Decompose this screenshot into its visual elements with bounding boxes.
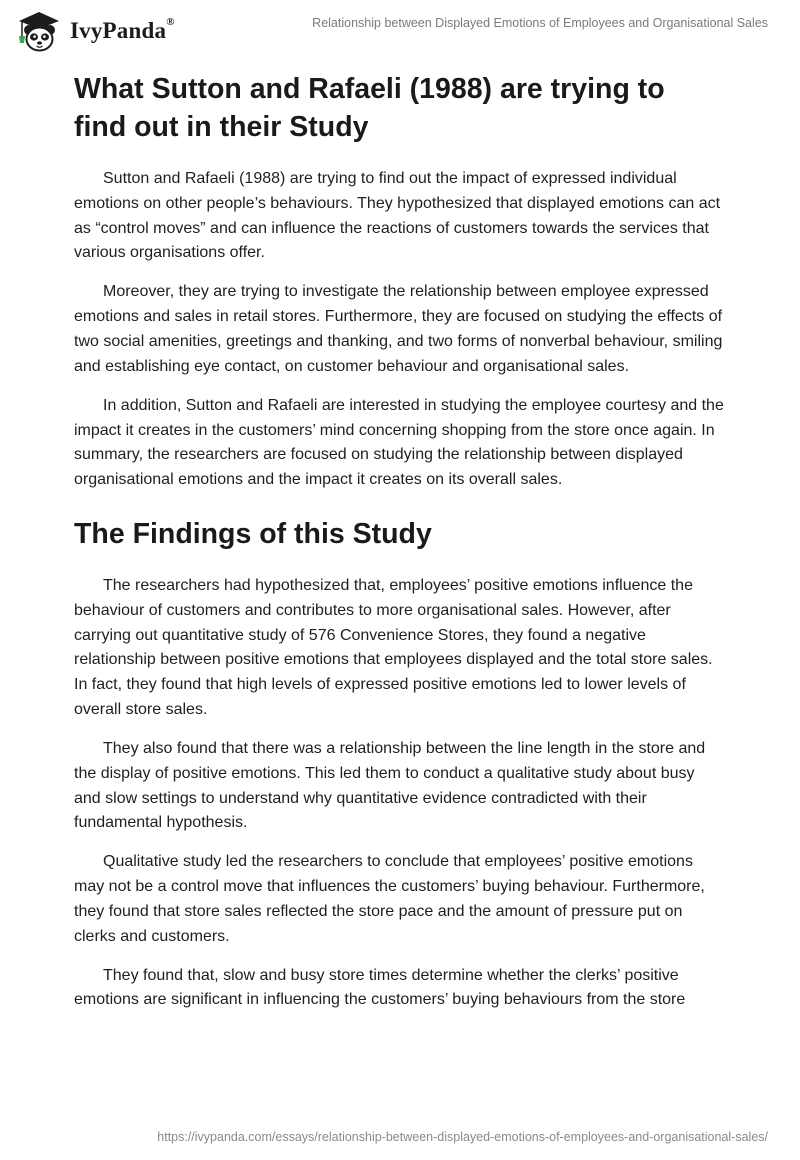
- section-heading-findings: The Findings of this Study: [74, 517, 432, 550]
- page-header: [0, 0, 800, 64]
- section-heading-study-aims: What Sutton and Rafaeli (1988) are trying to find out in their Study: [74, 73, 665, 143]
- panda-graduate-icon: [14, 9, 64, 53]
- essay-body: [74, 70, 724, 1027]
- paragraph: The researchers had hypothesized that, employees’ positive emotions influence the behaviour of customers and contributes to more organisational sales. However, after carrying out quantitative study of 576 Convenience Stores, they found a negative relationship between positive emotions that employees displayed and the total store sales. In fact, they found that high levels of expressed positive emotions led to lower levels of overall store sales.: [74, 576, 713, 718]
- paragraph: They also found that there was a relationship between the line length in the store and the display of positive emotions. This led them to conduct a qualitative study about busy and slow settings to understand why quantitative evidence contradicted with their fundamental hypothesis.: [74, 739, 706, 832]
- paragraph: Sutton and Rafaeli (1988) are trying to find out the impact of expressed individual emotions on other people’s behaviours. They hypothesized that displayed emotions can act as “control moves” and can influence the reactions of customers towards the services that various organisations offer.: [74, 170, 721, 262]
- paragraph: In addition, Sutton and Rafaeli are interested in studying the employee courtesy and the impact it creates in the customers’ mind concerning shopping from the store once again. In summary, the researchers are focused on studying the relationship between displayed organisational emotions and the impact it creates on its overall sales.: [74, 396, 724, 489]
- paragraph: Qualitative study led the researchers to conclude that employees’ positive emotions may not be a control move that influences the customers’ buying behaviour. Furthermore, they found that store sales reflected the store pace and the amount of pressure put on clerks and customers.: [74, 853, 705, 945]
- paragraph: They found that, slow and busy store times determine whether the clerks’ positive emotions are significant in influencing the customers’ buying behaviours from the store: [74, 966, 686, 1009]
- logo-wordmark: IvyPanda®: [70, 16, 175, 43]
- ivypanda-logo[interactable]: [14, 9, 175, 53]
- source-url-link[interactable]: https://ivypanda.com/essays/relationship-between-displayed-emotions-of-employees-and-organisational-sales/: [157, 1130, 768, 1144]
- document-title: Relationship between Displayed Emotions of Employees and Organisational Sales: [312, 16, 768, 30]
- paragraph: Moreover, they are trying to investigate the relationship between employee expressed emotions and sales in retail stores. Furthermore, they are focused on studying the effects of two social amenities, greetings and thanking, and two forms of nonverbal behaviour, smiling and establishing eye contact, on customer behaviour and organisational sales.: [74, 283, 723, 375]
- registered-mark: ®: [166, 16, 175, 28]
